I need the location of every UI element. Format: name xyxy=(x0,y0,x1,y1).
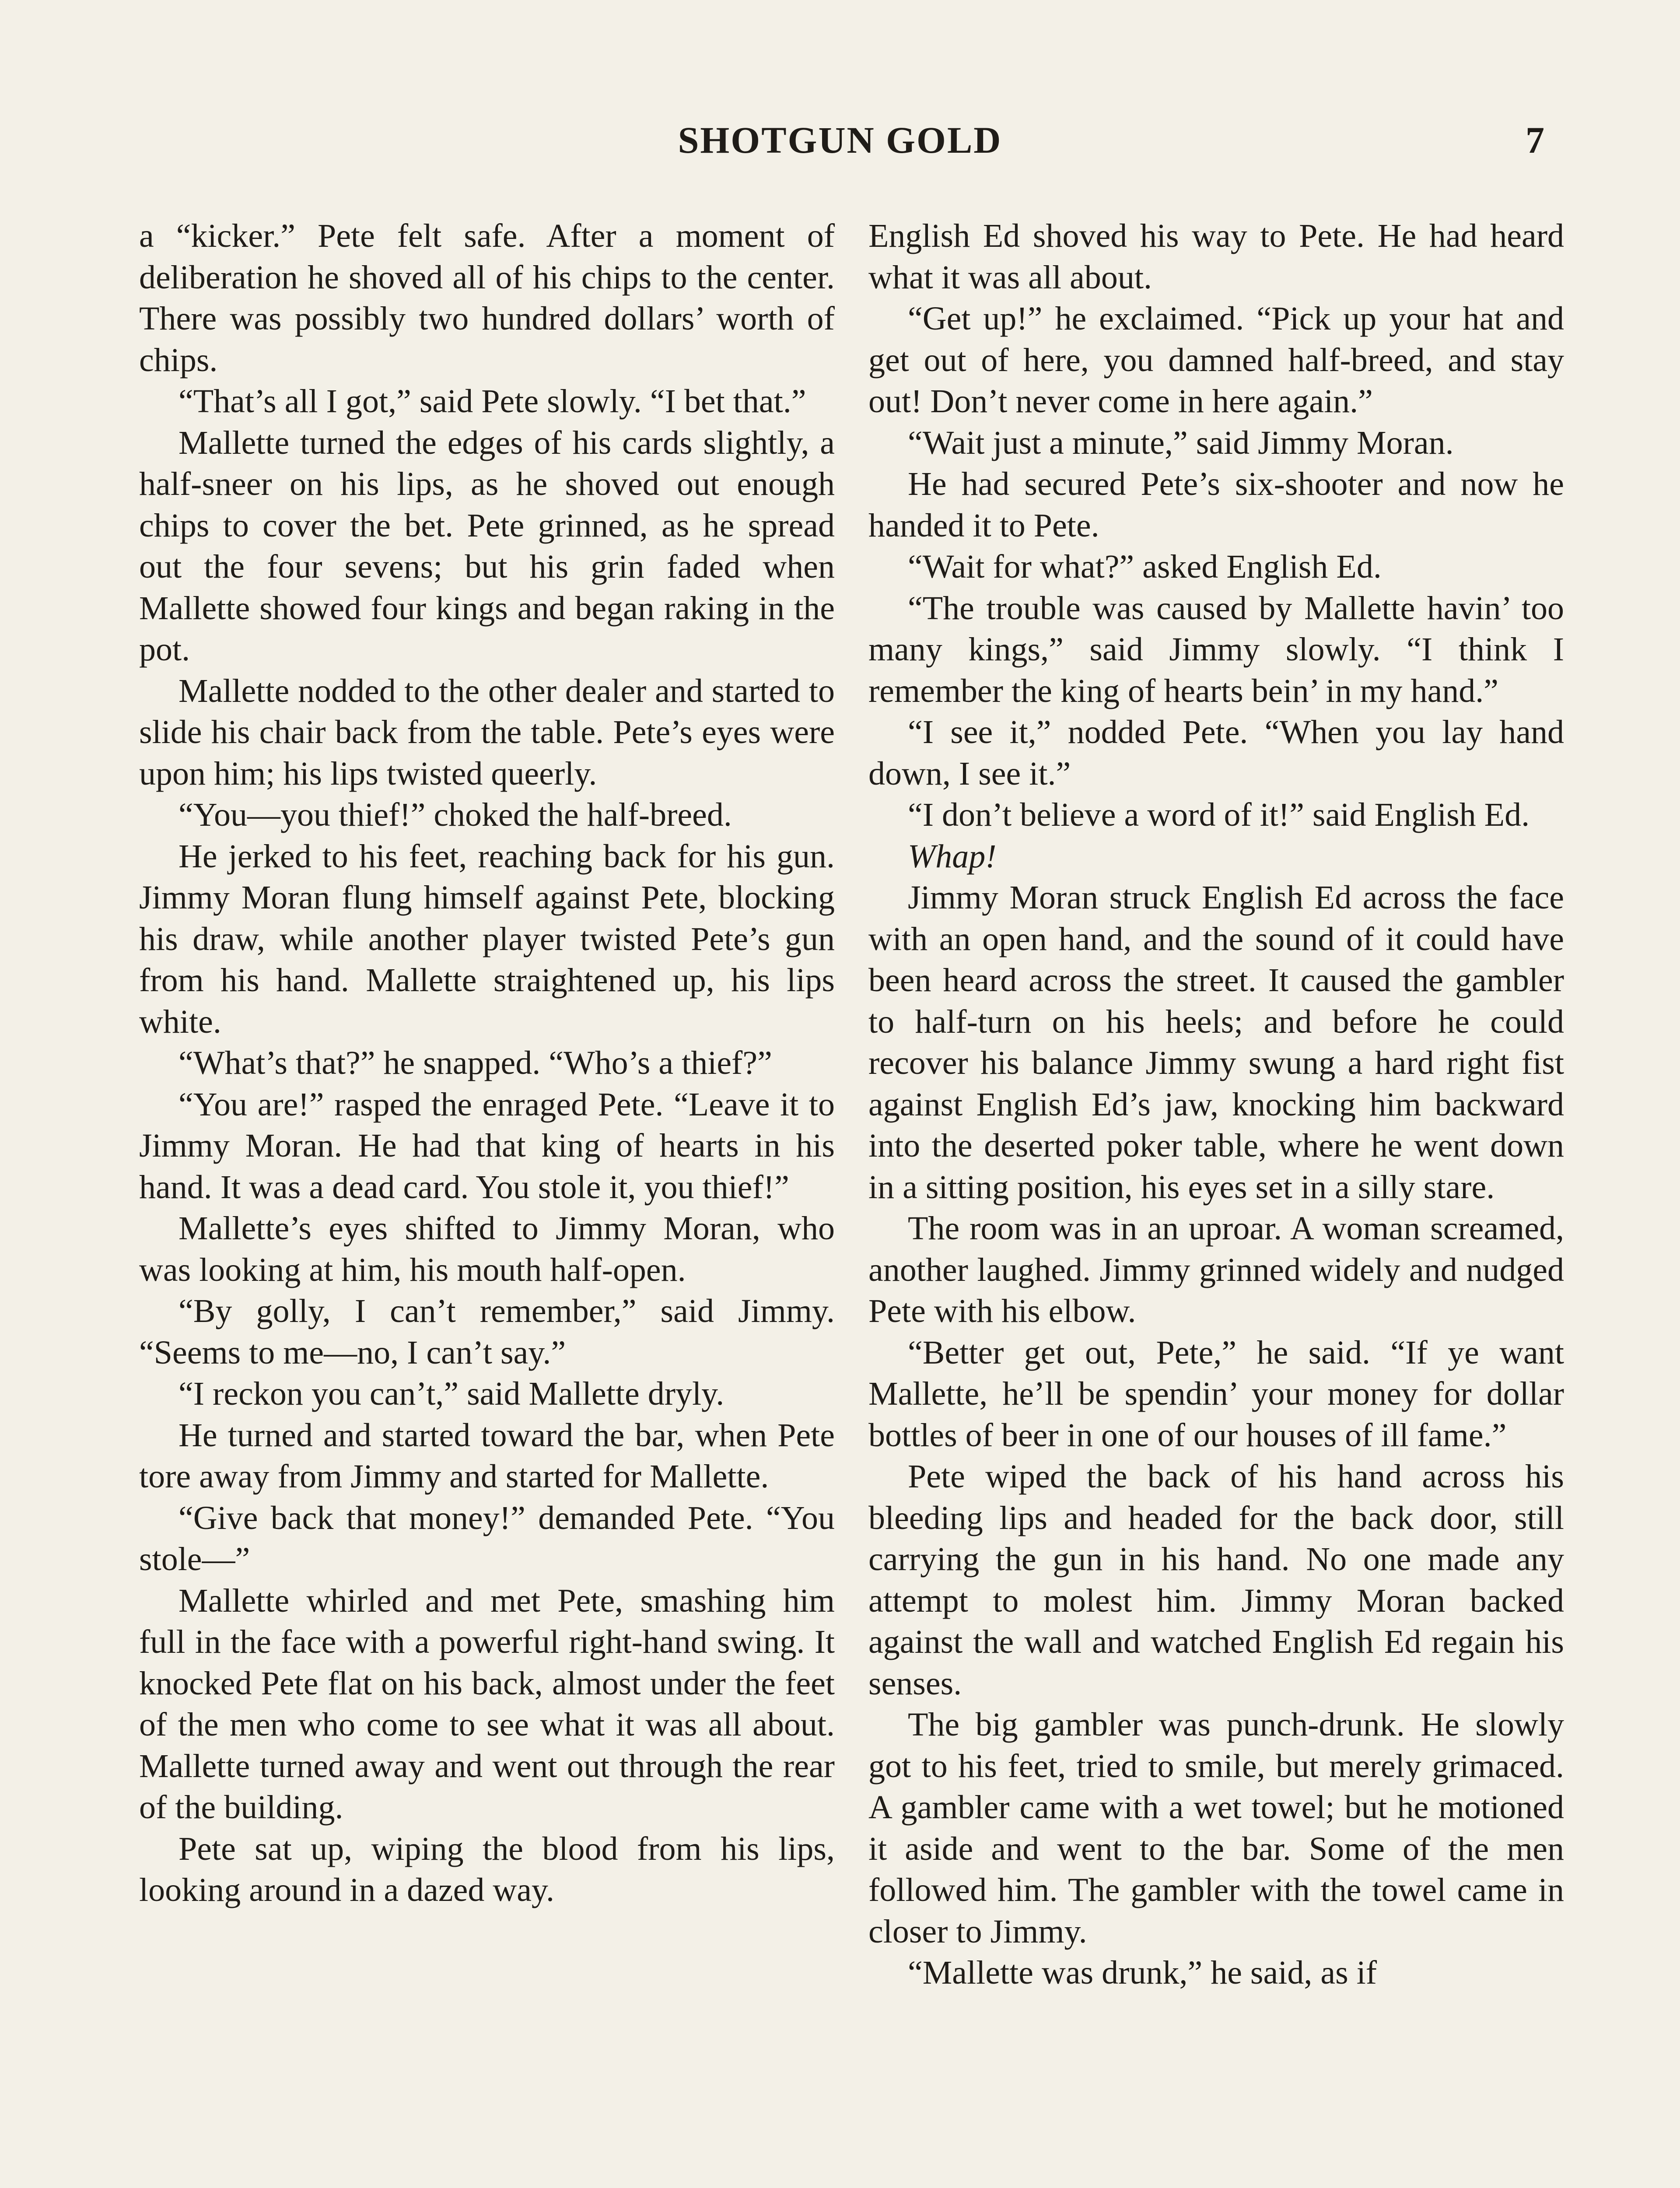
paragraph: “Wait just a minute,” said Jimmy Moran. xyxy=(908,424,1454,461)
paragraph: Mallette nodded to the other dealer and started to slide his chair back from the table. Pete’s eyes were upon him; his lips twisted queerly. xyxy=(139,672,835,792)
page-header xyxy=(0,118,1680,175)
paragraph: “Get up!” he exclaimed. “Pick up your hat and get out of here, you damned half-breed, and stay out! Don’t never come in here again.” xyxy=(868,300,1564,420)
paragraph: “The trouble was caused by Mallette havin’ too many kings,” said Jimmy slowly. “I think I remember the king of hearts bein’ in my hand.” xyxy=(868,589,1564,709)
paragraph: “You—you thief!” choked the half-breed. xyxy=(178,796,732,833)
paragraph: “Wait for what?” asked English Ed. xyxy=(908,548,1382,585)
paragraph: Jimmy Moran struck English Ed across the face with an open hand, and the sound of it could have been heard across the street. It caused the gambler to half-turn on his heels; and before he could recover his balance Jimmy swung a hard right fist against English Ed’s jaw, knocking him backward into the deserted poker table, where he went down in a sitting position, his eyes set in a silly stare. xyxy=(868,879,1564,1206)
right-text-column xyxy=(868,215,1564,1994)
paragraph: The big gambler was punch-drunk. He slowly got to his feet, tried to smile, but merely grimaced. A gambler came with a wet towel; but he motioned it aside and went to the bar. Some of the men followed him. The gambler with the towel came in closer to Jimmy. xyxy=(868,1706,1564,1950)
paragraph: “What’s that?” he snapped. “Who’s a thief?” xyxy=(178,1045,772,1081)
paragraph: “I see it,” nodded Pete. “When you lay hand down, I see it.” xyxy=(868,714,1564,792)
running-title: SHOTGUN GOLD xyxy=(678,119,1002,161)
paragraph: The room was in an uproar. A woman screamed, another laughed. Jimmy grinned widely and nudged Pete with his elbow. xyxy=(868,1210,1564,1329)
paragraph: “That’s all I got,” said Pete slowly. “I bet that.” xyxy=(178,383,806,420)
paragraph: “You are!” rasped the enraged Pete. “Leave it to Jimmy Moran. He had that king of hearts in his hand. It was a dead card. You stole it, you thief!” xyxy=(139,1086,835,1206)
paragraph: He jerked to his feet, reaching back for his gun. Jimmy Moran flung himself against Pete, blocking his draw, while another player twisted Pete’s gun from his hand. Mallette straightened up, his lips white. xyxy=(139,838,835,1040)
paragraph: Mallette whirled and met Pete, smashing him full in the face with a powerful right-hand swing. It knocked Pete flat on his back, almost under the feet of the men who come to see what it was all about. Mallette turned away and went out through the rear of the building. xyxy=(139,1582,835,1826)
paragraph: Pete wiped the back of his hand across his bleeding lips and headed for the back door, still carrying the gun in his hand. No one made any attempt to molest him. Jimmy Moran backed against the wall and watched English Ed regain his senses. xyxy=(868,1458,1564,1702)
paragraph: Whap! xyxy=(908,838,997,875)
paragraph: “I don’t believe a word of it!” said English Ed. xyxy=(908,796,1530,833)
paragraph: a “kicker.” Pete felt safe. After a moment of deliberation he shoved all of his chips to the center. There was possibly two hundred dollars’ worth of chips. xyxy=(139,217,835,379)
left-text-column xyxy=(139,215,835,1911)
page-number: 7 xyxy=(1526,119,1544,161)
paragraph: “Give back that money!” demanded Pete. “You stole—” xyxy=(139,1499,835,1578)
paragraph: English Ed shoved his way to Pete. He had heard what it was all about. xyxy=(868,217,1564,296)
paragraph: “By golly, I can’t remember,” said Jimmy. “Seems to me—no, I can’t say.” xyxy=(139,1293,835,1371)
paragraph: He turned and started toward the bar, when Pete tore away from Jimmy and started for Mallette. xyxy=(139,1417,835,1495)
paragraph: “I reckon you can’t,” said Mallette dryly. xyxy=(178,1375,724,1412)
paragraph: Mallette’s eyes shifted to Jimmy Moran, who was looking at him, his mouth half-open. xyxy=(139,1210,835,1288)
paragraph: Pete sat up, wiping the blood from his lips, looking around in a dazed way. xyxy=(139,1830,835,1908)
paragraph: “Better get out, Pete,” he said. “If ye want Mallette, he’ll be spendin’ your money for dollar bottles of beer in one of our houses of ill fame.” xyxy=(868,1334,1564,1454)
paragraph: He had secured Pete’s six-shooter and now he handed it to Pete. xyxy=(868,466,1564,544)
paragraph: Mallette turned the edges of his cards slightly, a half-sneer on his lips, as he shoved out enough chips to cover the bet. Pete grinned, as he spread out the four sevens; but his grin faded when Mallette showed four kings and began raking in the pot. xyxy=(139,424,835,668)
paragraph: “Mallette was drunk,” he said, as if xyxy=(908,1954,1377,1991)
